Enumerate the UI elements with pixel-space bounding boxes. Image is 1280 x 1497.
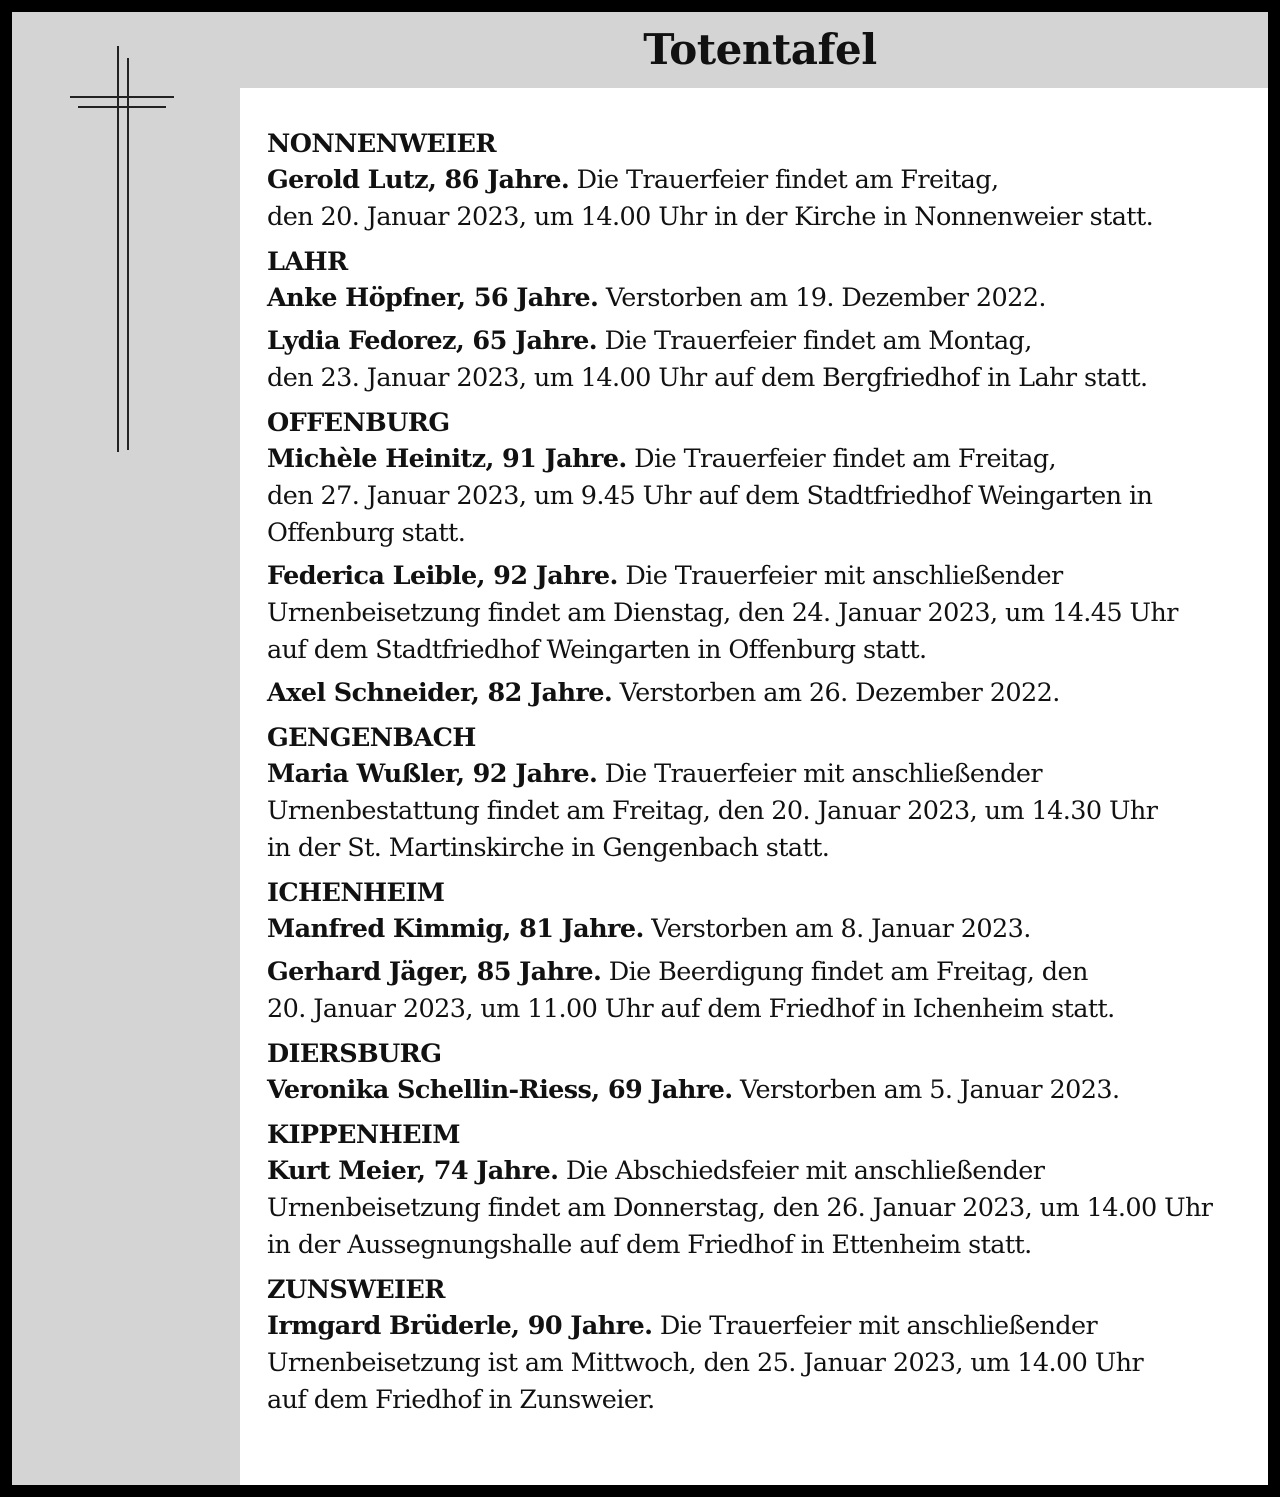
obituary-entry (267, 1072, 1244, 1109)
entry-line (267, 323, 1244, 360)
entry-line (267, 756, 1244, 793)
entry-text: Verstorben am 19. Dezember 2022. (598, 283, 1046, 313)
deceased-name: Gerold Lutz, 86 Jahre. (267, 165, 570, 195)
deceased-name: Veronika Schellin-Riess, 69 Jahre. (267, 1075, 733, 1105)
page-title: Totentafel (643, 25, 877, 74)
entry-text: Urnenbeisetzung ist am Mittwoch, den 25. Januar 2023, um 14.00 Uhr (267, 1348, 1144, 1378)
entry-text: Verstorben am 26. Dezember 2022. (612, 678, 1060, 708)
obituary-board (12, 12, 1268, 1485)
entry-text: auf dem Stadtfriedhof Weingarten in Offenburg statt. (267, 635, 927, 665)
entry-line (267, 515, 1244, 552)
town-heading: NONNENWEIER (267, 129, 496, 159)
deceased-name: Anke Höpfner, 56 Jahre. (267, 283, 599, 313)
deceased-name: Michèle Heinitz, 91 Jahre. (267, 444, 627, 474)
entry-text: den 20. Januar 2023, um 14.00 Uhr in der Kirche in Nonnenweier statt. (267, 202, 1154, 232)
entry-text: den 27. Januar 2023, um 9.45 Uhr auf dem Stadtfriedhof Weingarten in (267, 481, 1153, 511)
entry-line (267, 793, 1244, 830)
obituary-entry (267, 911, 1244, 948)
entry-text: Offenburg statt. (267, 518, 466, 548)
entry-line (267, 1382, 1244, 1419)
town-heading: DIERSBURG (267, 1039, 442, 1069)
entry-line (267, 991, 1244, 1028)
cross-icon (68, 46, 178, 456)
deceased-name: Manfred Kimmig, 81 Jahre. (267, 914, 644, 944)
entry-text: Urnenbeisetzung findet am Donnerstag, den 26. Januar 2023, um 14.00 Uhr (267, 1193, 1213, 1223)
entry-line (267, 1227, 1244, 1264)
entry-line (267, 1153, 1244, 1190)
entry-text: Verstorben am 5. Januar 2023. (732, 1075, 1120, 1105)
deceased-name: Kurt Meier, 74 Jahre. (267, 1156, 559, 1186)
entry-line (267, 199, 1244, 236)
entry-text: Die Trauerfeier mit anschließender (652, 1311, 1098, 1341)
entry-text: Die Trauerfeier mit anschließender (597, 759, 1043, 789)
deceased-name: Lydia Fedorez, 65 Jahre. (267, 326, 598, 356)
entry-text: Verstorben am 8. Januar 2023. (643, 914, 1031, 944)
obituary-entry (267, 162, 1244, 236)
entry-line (267, 441, 1244, 478)
entry-text: den 23. Januar 2023, um 14.00 Uhr auf dem Bergfriedhof in Lahr statt. (267, 363, 1148, 393)
obituary-entry (267, 323, 1244, 397)
obituary-entry (267, 441, 1244, 552)
entry-line (267, 1308, 1244, 1345)
entry-text: Die Abschiedsfeier mit anschließender (558, 1156, 1045, 1186)
town-heading: GENGENBACH (267, 723, 476, 753)
entry-text: in der St. Martinskirche in Gengenbach statt. (267, 833, 830, 863)
entry-line (267, 1345, 1244, 1382)
entry-line (267, 558, 1244, 595)
deceased-name: Irmgard Brüderle, 90 Jahre. (267, 1311, 653, 1341)
entry-text: auf dem Friedhof in Zunsweier. (267, 1385, 655, 1415)
town-heading: LAHR (267, 247, 348, 277)
entry-line (267, 595, 1244, 632)
entry-line (267, 911, 1244, 948)
entry-text: Die Trauerfeier findet am Freitag, (626, 444, 1057, 474)
obituary-entry (267, 280, 1244, 317)
town-heading: KIPPENHEIM (267, 1120, 460, 1150)
obituary-entry (267, 954, 1244, 1028)
entry-line (267, 1072, 1244, 1109)
deceased-name: Federica Leible, 92 Jahre. (267, 561, 618, 591)
entry-text: Urnenbestattung findet am Freitag, den 20. Januar 2023, um 14.30 Uhr (267, 796, 1158, 826)
entry-line (267, 162, 1244, 199)
entry-text: Die Trauerfeier mit anschließender (617, 561, 1063, 591)
entry-text: Urnenbeisetzung findet am Dienstag, den 24. Januar 2023, um 14.45 Uhr (267, 598, 1178, 628)
entry-text: Die Beerdigung findet am Freitag, den (601, 957, 1088, 987)
entry-line (267, 830, 1244, 867)
entry-text: 20. Januar 2023, um 11.00 Uhr auf dem Friedhof in Ichenheim statt. (267, 994, 1115, 1024)
deceased-name: Axel Schneider, 82 Jahre. (267, 678, 613, 708)
obituary-entry (267, 756, 1244, 867)
obituary-entry (267, 675, 1244, 712)
town-heading: OFFENBURG (267, 408, 450, 438)
entry-line (267, 360, 1244, 397)
entry-line (267, 478, 1244, 515)
town-heading: ZUNSWEIER (267, 1275, 445, 1305)
obituary-entry (267, 1308, 1244, 1419)
entry-line (267, 1190, 1244, 1227)
town-heading: ICHENHEIM (267, 878, 445, 908)
obituary-entry (267, 1153, 1244, 1264)
entry-line (267, 954, 1244, 991)
entry-text: in der Aussegnungshalle auf dem Friedhof in Ettenheim statt. (267, 1230, 1032, 1260)
entry-text: Die Trauerfeier findet am Freitag, (569, 165, 999, 195)
entry-line (267, 632, 1244, 669)
obituary-entry (267, 558, 1244, 669)
entry-line (267, 675, 1244, 712)
entry-text: Die Trauerfeier findet am Montag, (597, 326, 1032, 356)
deceased-name: Maria Wußler, 92 Jahre. (267, 759, 598, 789)
deceased-name: Gerhard Jäger, 85 Jahre. (267, 957, 602, 987)
entry-line (267, 280, 1244, 317)
obituary-list (240, 88, 1268, 1485)
